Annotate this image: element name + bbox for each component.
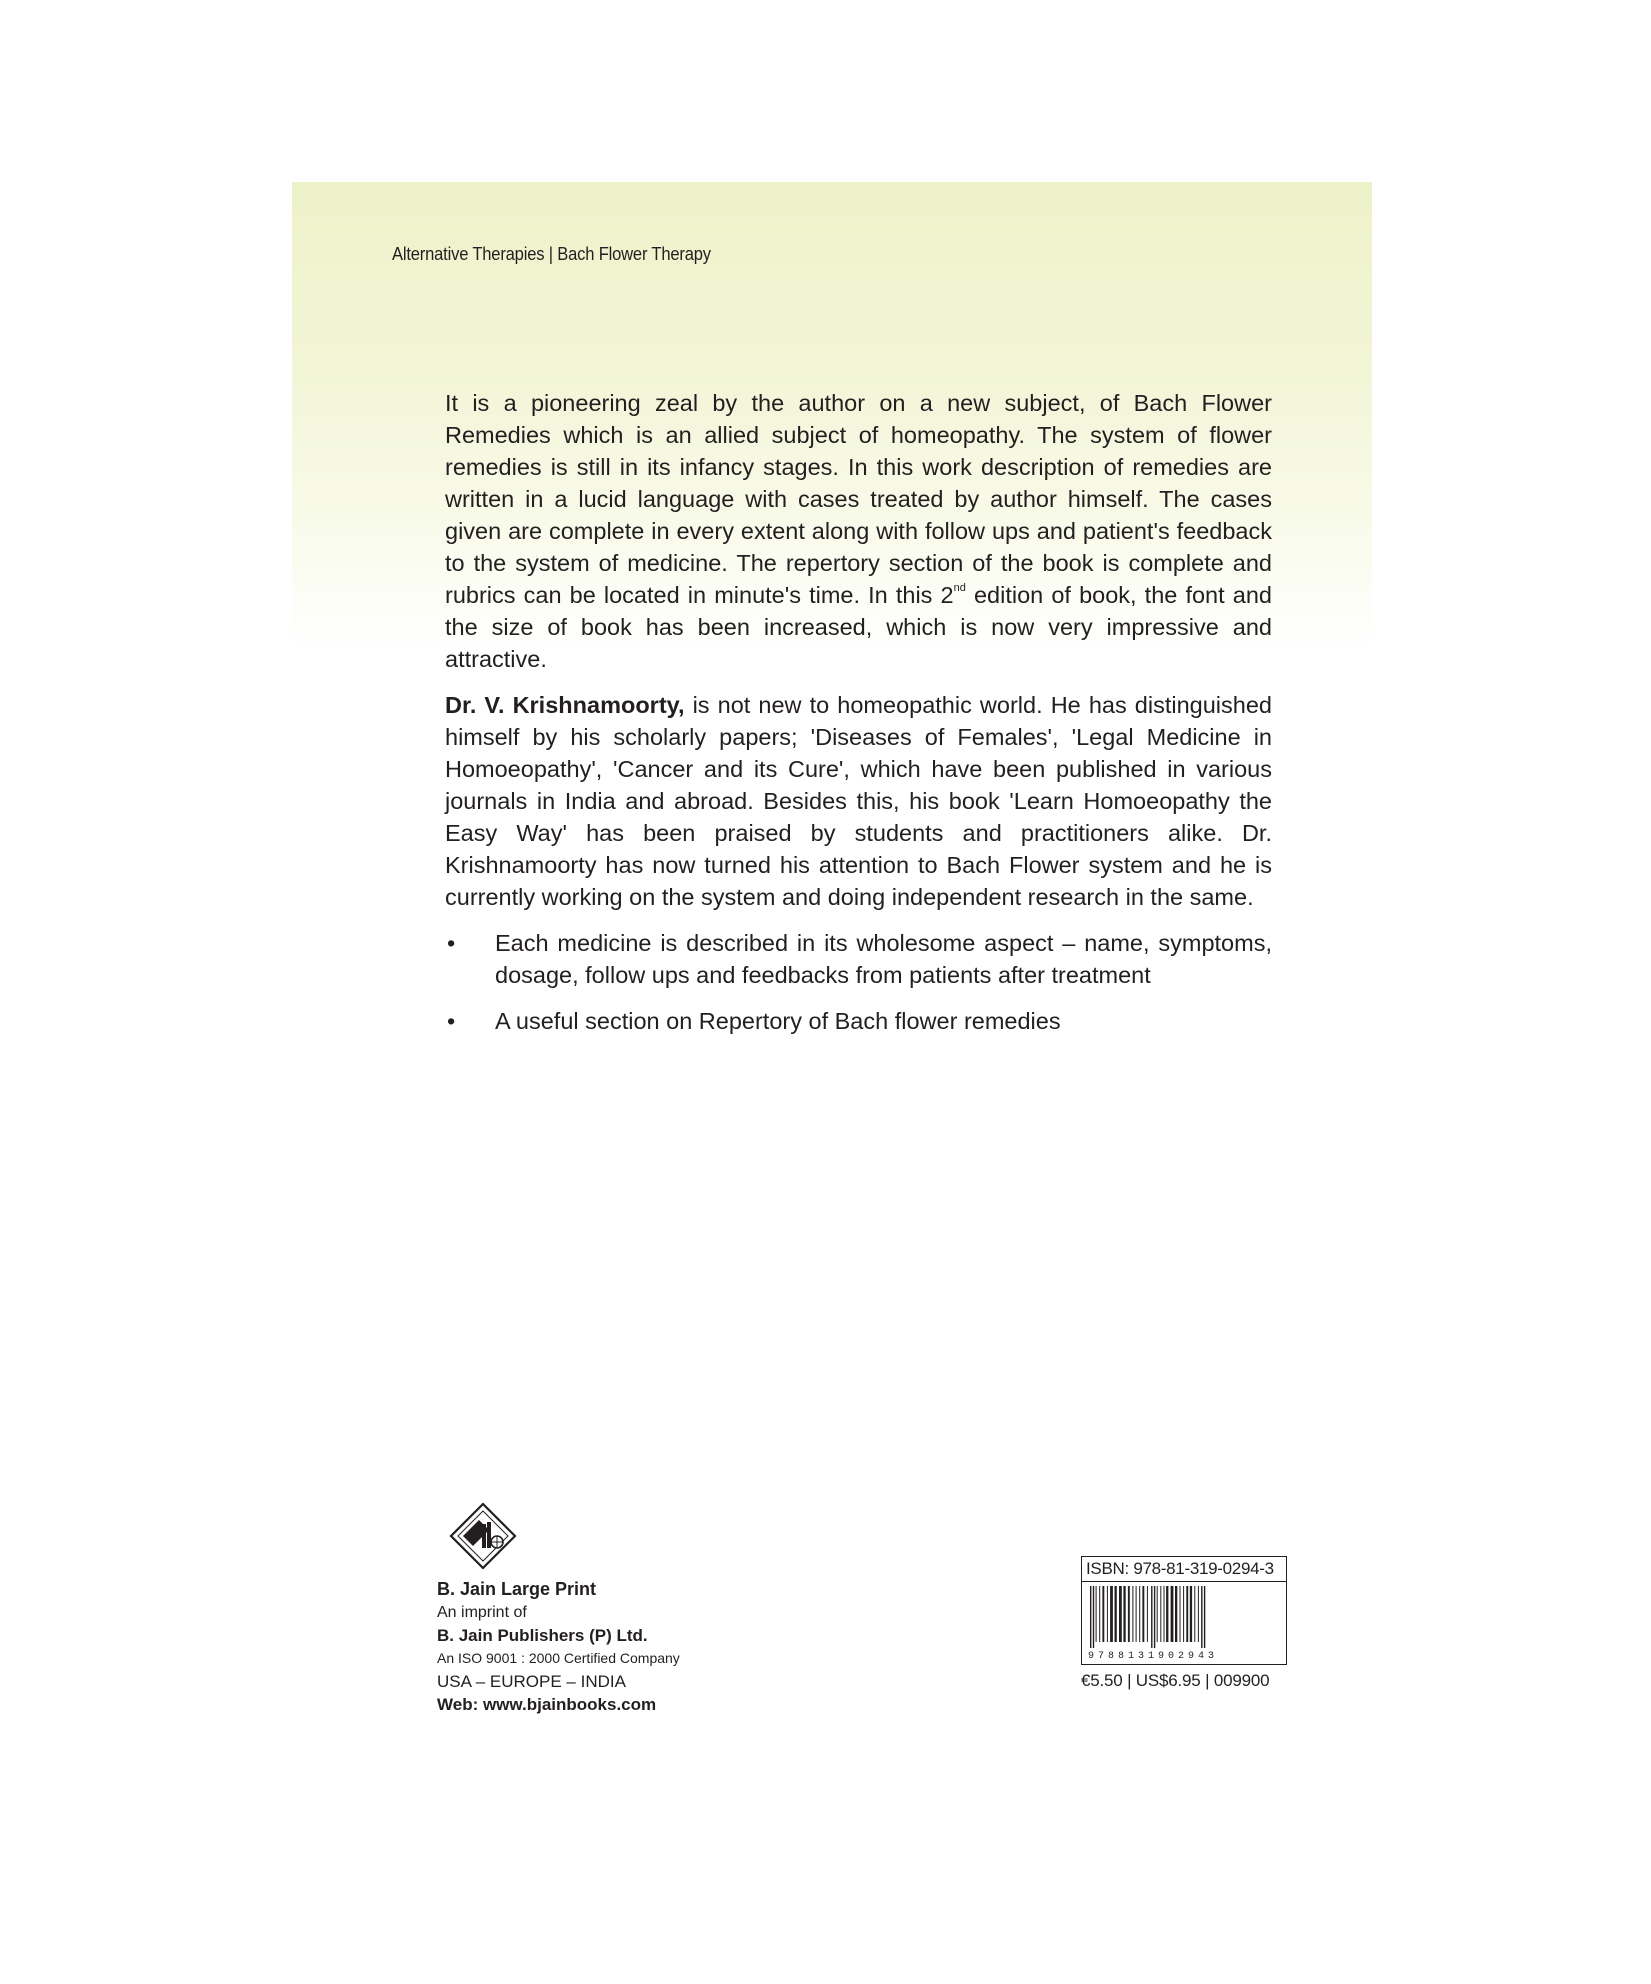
intro-paragraph (445, 387, 1272, 675)
barcode-bar (1099, 1586, 1100, 1642)
feature-list (445, 927, 1272, 1037)
author-name: Dr. V. Krishnamoorty, (445, 692, 685, 718)
barcode-bar (1175, 1586, 1177, 1642)
description-block (445, 387, 1272, 1051)
barcode-bar (1139, 1586, 1140, 1642)
isbn-block (1081, 1556, 1287, 1691)
website: Web: www.bjainbooks.com (437, 1695, 657, 1714)
bullet-icon: • (447, 930, 456, 956)
barcode-bar (1180, 1586, 1181, 1642)
feature-text: Each medicine is described in its wholesome aspect – name, symptoms, dosage, follow ups and feedbacks from patients after treatment (495, 930, 1272, 988)
barcode-bar (1201, 1586, 1202, 1648)
barcode-bar (1132, 1586, 1133, 1642)
feature-text: A useful section on Repertory of Bach flower remedies (495, 1008, 1061, 1034)
barcode-bar (1160, 1586, 1161, 1642)
price-label: €5.50 | US$6.95 | 009900 (1081, 1671, 1270, 1690)
barcode-bar (1198, 1586, 1199, 1642)
edition-superscript: nd (953, 582, 966, 594)
barcode-icon (1088, 1586, 1280, 1648)
barcode-bar (1166, 1586, 1168, 1642)
barcode-bar (1123, 1586, 1125, 1642)
barcode-bar (1119, 1586, 1122, 1642)
intro-text-part2: edition of book, the font and the size of book has been increased, which is now very impressive and attractive. (445, 582, 1272, 672)
barcode-digits: 9788131902943 (1088, 1651, 1219, 1662)
barcode-bar (1142, 1586, 1144, 1642)
barcode-bar (1128, 1586, 1130, 1642)
barcode-bar (1171, 1586, 1174, 1642)
imprint-of: An imprint of (437, 1604, 527, 1621)
barcode-bar (1204, 1586, 1205, 1648)
feature-item (445, 927, 1272, 991)
barcode-bar (1183, 1586, 1184, 1642)
category-label: Alternative Therapies | Bach Flower Therapy (392, 244, 711, 264)
barcode-bar (1154, 1586, 1155, 1648)
back-cover (292, 182, 1372, 1807)
barcode (1081, 1581, 1287, 1665)
barcode-bar (1136, 1586, 1137, 1642)
barcode-bar (1110, 1586, 1113, 1642)
barcode-bar (1107, 1586, 1108, 1642)
author-paragraph (445, 689, 1272, 913)
barcode-bar (1194, 1586, 1195, 1642)
barcode-bar (1090, 1586, 1091, 1648)
bullet-icon: • (447, 1008, 456, 1034)
publisher-logo-icon (449, 1502, 517, 1570)
publisher-name: B. Jain Publishers (P) Ltd. (437, 1626, 648, 1645)
intro-text-part1: It is a pioneering zeal by the author on a new subject, of Bach Flower Remedies which is an allied subject of homeopathy. The system of flower remedies is still in its infancy stages. In this work description of remedies are written in a lucid language with cases treated by author himself. The cases given are complete in every extent along with follow ups and patient's feedback to the system of medicine. The repertory section of the book is complete and rubrics can be located in minute's time. In this 2 (445, 390, 1272, 608)
barcode-bar (1164, 1586, 1165, 1642)
barcode-bar (1102, 1586, 1104, 1642)
iso-certification: An ISO 9001 : 2000 Certified Company (437, 1650, 680, 1666)
barcode-bar (1157, 1586, 1158, 1642)
imprint-name: B. Jain Large Print (437, 1579, 597, 1599)
barcode-bar (1151, 1586, 1152, 1648)
isbn-label: ISBN: 978-81-319-0294-3 (1081, 1556, 1287, 1581)
barcode-bar (1190, 1586, 1192, 1642)
author-bio: is not new to homeopathic world. He has distinguished himself by his scholarly papers; 'Diseases of Females', 'Legal Medicine in Homoeopathy', 'Cancer and its Cure', which have been published in various journals in India and abroad. Besides this, his book 'Learn Homoeopathy the Easy Way' has been praised by students and practitioners alike. Dr. Krishnamoorty has now turned his attention to Bach Flower system and he is currently working on the system and doing independent research in the same. (445, 692, 1272, 910)
barcode-bar (1115, 1586, 1117, 1642)
barcode-bar (1147, 1586, 1148, 1642)
publisher-block (437, 1502, 757, 1716)
barcode-bar (1093, 1586, 1094, 1648)
regions: USA – EUROPE – INDIA (437, 1672, 626, 1691)
barcode-bar (1096, 1586, 1097, 1642)
feature-item (445, 1005, 1272, 1037)
barcode-bar (1186, 1586, 1188, 1642)
